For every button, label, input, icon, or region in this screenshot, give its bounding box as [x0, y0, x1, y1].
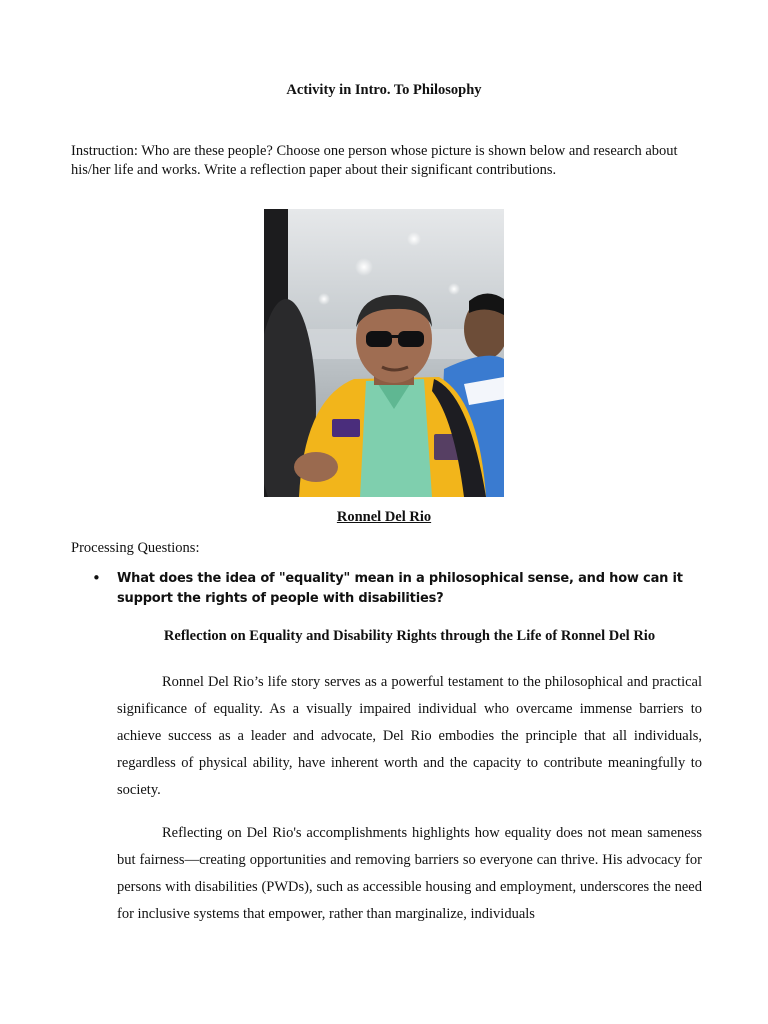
- person-photo: [264, 209, 504, 497]
- processing-question: What does the idea of "equality" mean in a philosophical sense, and how can it support the rights of people with disabilities?: [117, 571, 683, 606]
- processing-questions-label: Processing Questions:: [71, 540, 200, 556]
- instruction-text: Instruction: Who are these people? Choose one person whose picture is shown below and research about his/her life and works. Write a reflection paper about their significant contributions.: [71, 143, 678, 178]
- reflection-paragraph-1: Ronnel Del Rio’s life story serves as a powerful testament to the philosophical and practical significance of equality. As a visually impaired individual who overcame immense barriers to achieve success as a leader and advocate, Del Rio embodies the principle that all individuals, regardless of physical ability, have inherent worth and the capacity to contribute meaningfully to society.: [117, 674, 702, 798]
- photo-caption: Ronnel Del Rio: [336, 509, 432, 525]
- reflection-title: Reflection on Equality and Disability Rights through the Life of Ronnel Del Rio: [163, 628, 656, 644]
- page-title: Activity in Intro. To Philosophy: [286, 82, 482, 98]
- reflection-paragraph-2: Reflecting on Del Rio's accomplishments highlights how equality does not mean sameness but fairness—creating opportunities and removing barriers so everyone can thrive. His advocacy for persons with disabilities (PWDs), such as accessible housing and employment, underscores the need for inclusive systems that empower, rather than marginalize, individuals: [117, 825, 702, 922]
- bullet-marker: •: [92, 569, 101, 587]
